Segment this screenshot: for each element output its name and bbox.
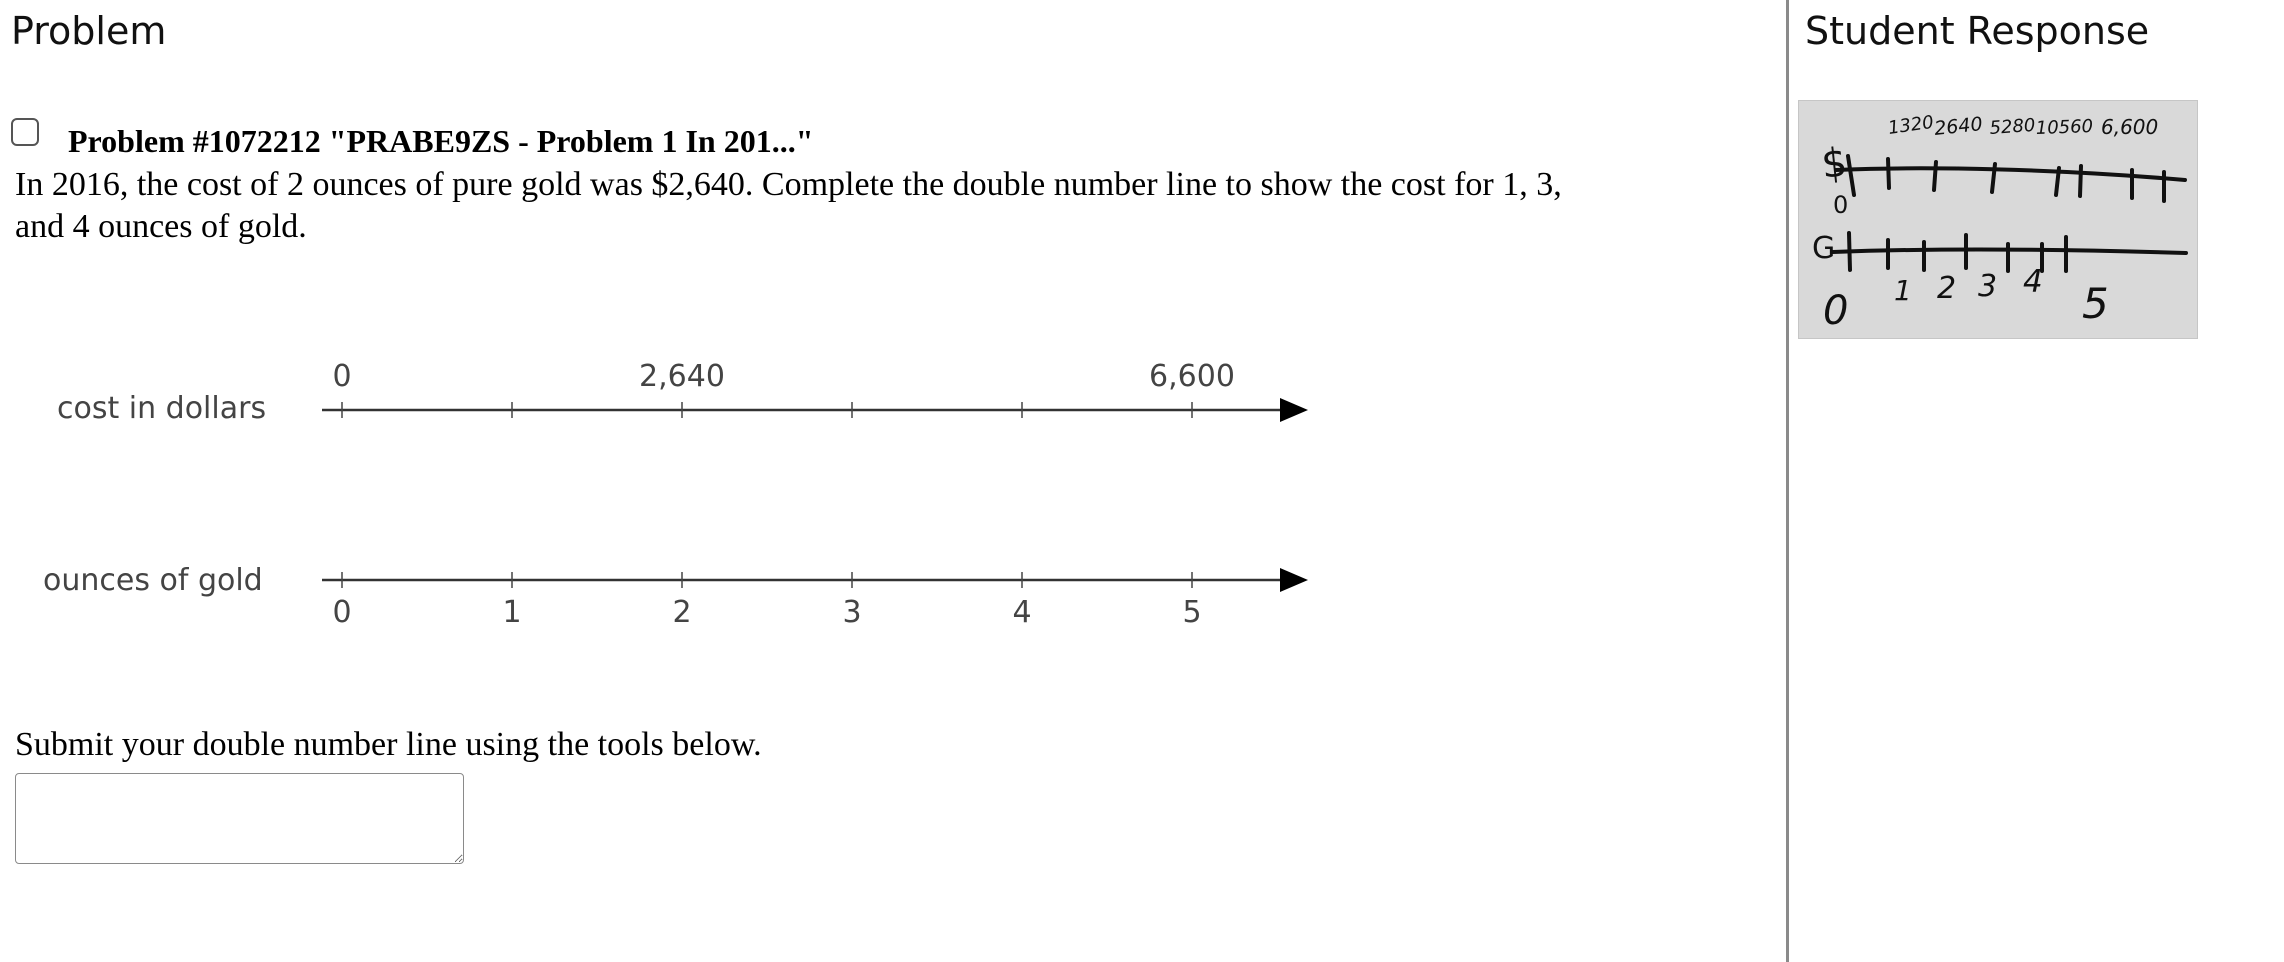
- bottom-value-4: 4: [1012, 595, 1032, 630]
- bottom-line-label: ounces of gold: [43, 563, 263, 598]
- bottom-value-2: 2: [672, 595, 692, 630]
- handwritten-top-value-1: 2640: [1933, 113, 1984, 140]
- answer-textarea[interactable]: [15, 773, 464, 864]
- response-panel-title: Student Response: [1805, 9, 2150, 53]
- top-line-values: [332, 359, 1234, 394]
- handwritten-bottom-value-5: 5: [2082, 279, 2109, 328]
- bottom-value-0: 0: [332, 595, 352, 630]
- handwritten-top-value-2: 5280: [1988, 114, 2037, 139]
- top-value-0: 0: [332, 359, 352, 394]
- handwritten-top-value-3: 10560: [2035, 116, 2094, 139]
- handwritten-top-value-4: 6,600: [2101, 115, 2159, 139]
- bottom-value-1: 1: [502, 595, 522, 630]
- bottom-line-arrowhead: [1280, 568, 1308, 592]
- problem-header: Problem #1072212 "PRABE9ZS - Problem 1 In 201...": [68, 123, 814, 159]
- bottom-line-values: [332, 595, 1201, 630]
- top-value-5: 6,600: [1149, 359, 1235, 394]
- handwritten-bottom-value-0: 0: [1823, 288, 1849, 334]
- handwritten-bottom-value-3: 3: [1978, 269, 1998, 304]
- bottom-value-3: 3: [842, 595, 862, 630]
- handwritten-bottom-value-2: 2: [1937, 271, 1957, 306]
- problem-statement: In 2016, the cost of 2 ounces of pure gold was $2,640. Complete the double number line to show the cost for 1, 3, and 4 ounces of gold.: [15, 166, 1562, 245]
- top-value-2: 2,640: [639, 359, 725, 394]
- top-line-label: cost in dollars: [57, 391, 267, 426]
- handwritten-top-value-0: 1320: [1886, 111, 1936, 139]
- bottom-value-5: 5: [1182, 595, 1202, 630]
- handwritten-dollar-symbol: $: [1819, 139, 1850, 188]
- handwritten-top-zero: 0: [1833, 191, 1849, 219]
- problem-select-checkbox[interactable]: [11, 118, 39, 146]
- handwritten-bottom-value-1: 1: [1894, 274, 1912, 307]
- double-number-line-svg: [30, 340, 1320, 650]
- handwritten-bottom-value-4: 4: [2023, 264, 2043, 300]
- double-number-line-figure: [30, 340, 1320, 650]
- problem-panel-title: Problem: [11, 9, 167, 53]
- top-line-arrowhead: [1280, 398, 1308, 422]
- handwritten-gold-symbol: G: [1812, 231, 1836, 266]
- student-work-image: [1798, 100, 2198, 339]
- submit-prompt: Submit your double number line using the tools below.: [15, 726, 762, 763]
